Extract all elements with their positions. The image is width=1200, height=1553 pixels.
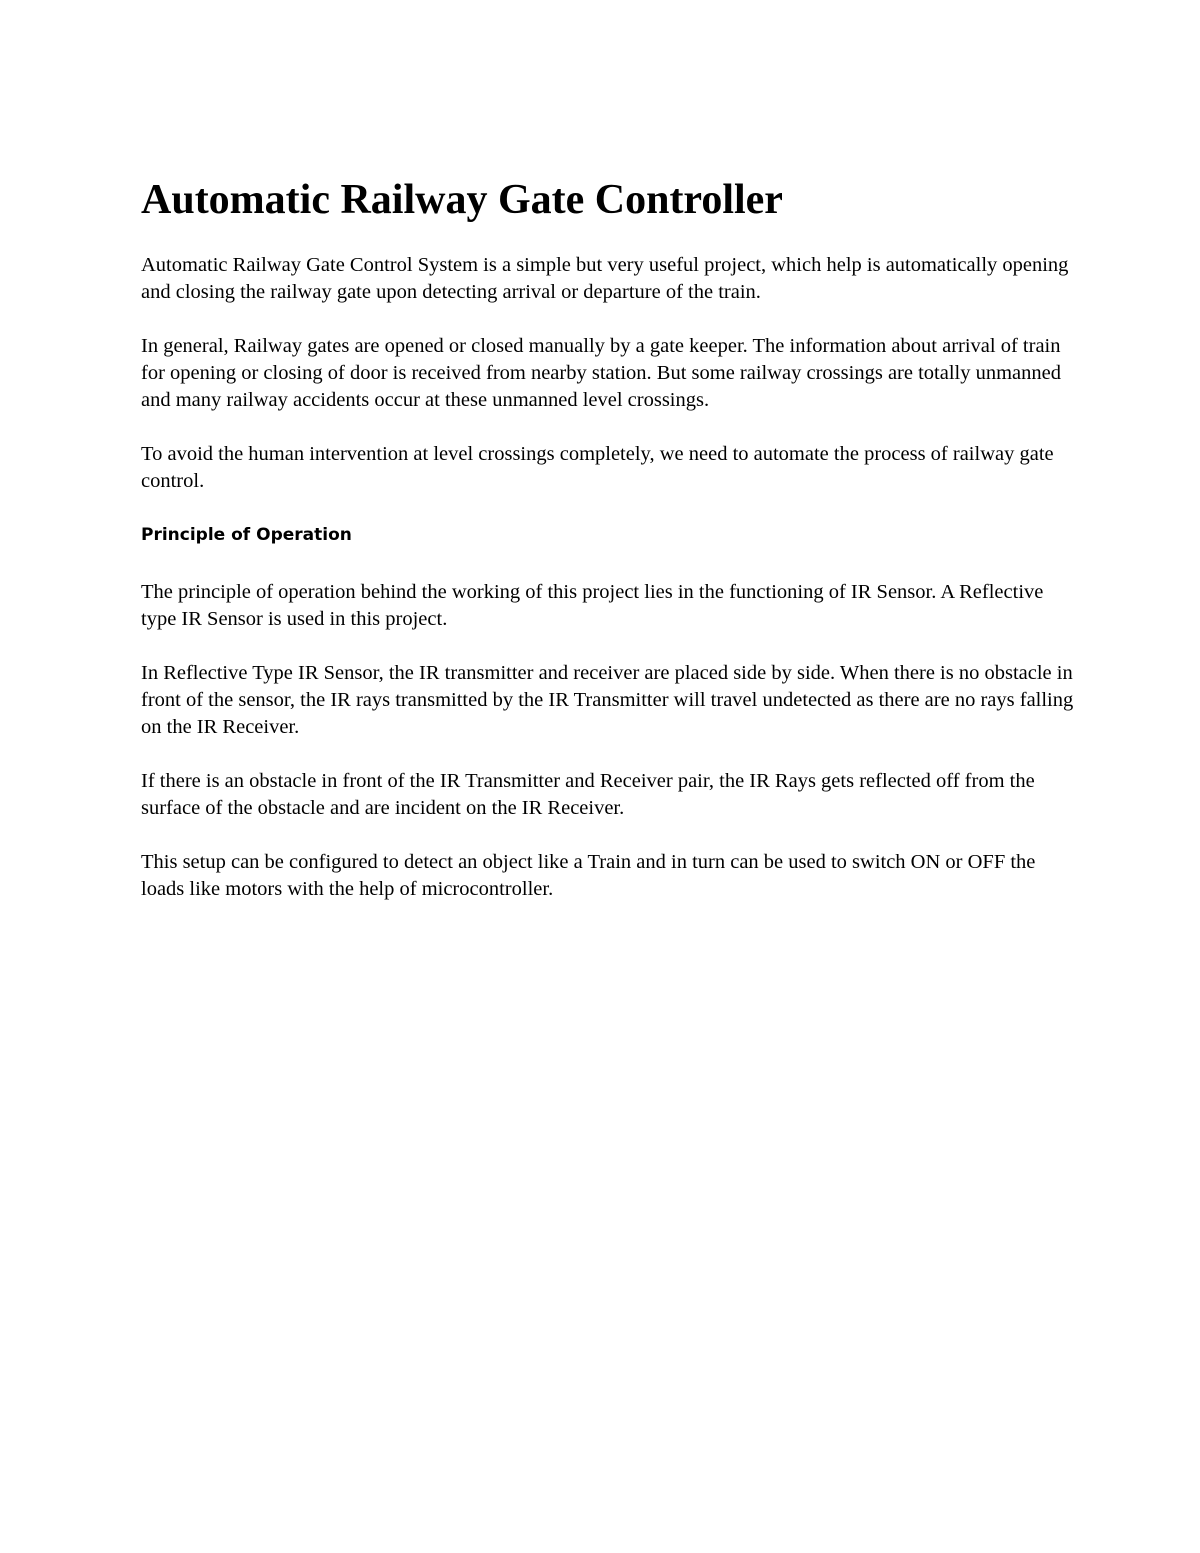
automation-paragraph: To avoid the human intervention at level crossings completely, we need to automate the process of railway gate control. (141, 443, 1054, 492)
document-title: Automatic Railway Gate Controller (141, 177, 783, 223)
obstacle-paragraph: If there is an obstacle in front of the IR Transmitter and Receiver pair, the IR Rays gets reflected off from the surface of the obstacle and are incident on the IR Receiver. (141, 770, 1035, 819)
setup-paragraph: This setup can be configured to detect an object like a Train and in turn can be used to switch ON or OFF the loads like motors with the help of microcontroller. (141, 851, 1036, 900)
manual-gates-paragraph: In general, Railway gates are opened or closed manually by a gate keeper. The information about arrival of train for opening or closing of door is received from nearby station. But some railway crossings are totally unmanned and many railway accidents occur at these unmanned level crossings. (141, 335, 1061, 411)
intro-paragraph: Automatic Railway Gate Control System is a simple but very useful project, which help is automatically opening and closing the railway gate upon detecting arrival or departure of the train. (141, 254, 1069, 303)
section-heading: Principle of Operation (141, 525, 352, 545)
reflective-sensor-paragraph: In Reflective Type IR Sensor, the IR transmitter and receiver are placed side by side. When there is no obstacle in front of the sensor, the IR rays transmitted by the IR Transmitter will travel undetected as there are no rays falling on the IR Receiver. (141, 662, 1074, 738)
principle-paragraph: The principle of operation behind the working of this project lies in the functioning of IR Sensor. A Reflective type IR Sensor is used in this project. (141, 581, 1044, 630)
document-body (141, 172, 1076, 903)
